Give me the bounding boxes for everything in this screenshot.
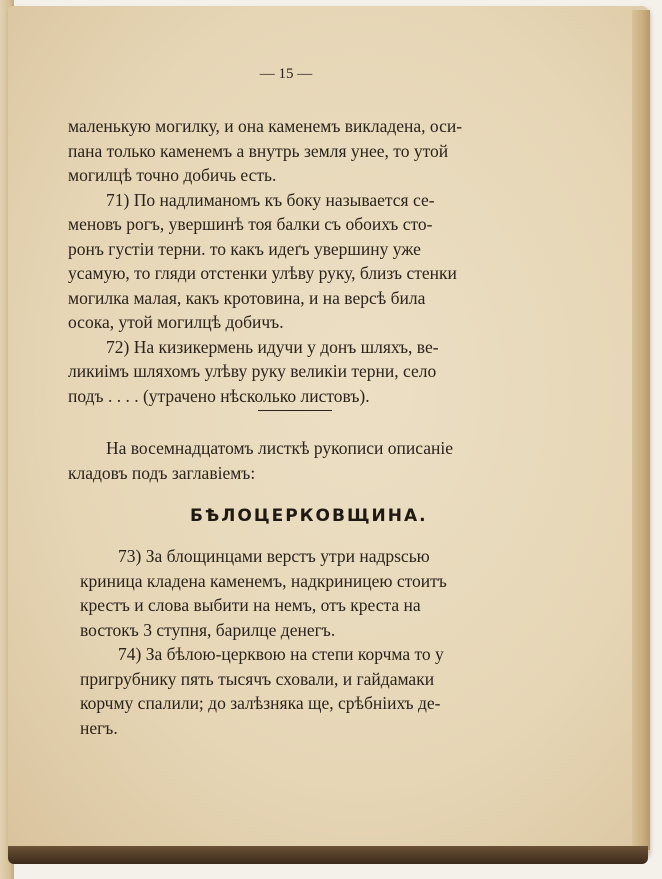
text-line: ликиімъ шляхомъ улѣву руку великіи терни, село [68,361,437,381]
text-line: пригрубнику пять тысячъ сховали, и гайдамаки [80,668,435,689]
text-line: маленькую могилку, и она каменемъ викладена, оси- [68,116,463,136]
paragraph-74-start: 74) За бѣлою-церквою на степи корчма то у [118,644,444,664]
page-number: — 15 — [259,66,313,82]
text-line: могилцѣ точно добичь есть. [68,165,277,185]
text-line: корчму спалили; до залѣзняка ще, срѣбніихъ де- [80,693,441,713]
page-bottom-shadow [8,846,648,864]
section-heading: БѢЛОЦЕРКОВЩИНА. [190,506,428,526]
text-line: осока, утой могилцѣ добичъ. [68,312,284,332]
paragraph-73-start: 73) За блощинцами верстъ утри надрѕсью [118,546,430,566]
intro-line: На восемнадцатомъ листкѣ рукописи описаніе [106,438,453,458]
text-line: подъ . . . . (утрачено нѣсколько листовъ). [68,385,370,406]
intro-line: кладовъ подъ заглавіемъ: [68,462,256,483]
text-line: могилка малая, какъ кротовина, и на версѣ била [68,287,426,308]
section-divider [258,410,332,411]
text-line: меновъ рогъ, увершинѣ тоя балки съ обоихъ сто- [68,214,433,234]
page-edge [632,10,650,850]
text-line: крестъ и слова выбити на немъ, отъ креста на [80,595,421,615]
paragraph-71-start: 71) По надлиманомъ къ боку называется се- [106,189,435,210]
text-line: негъ. [80,717,118,738]
text-line: усамую, то гляди отстенки улѣву руку, близъ стенки [68,263,457,283]
text-line: востокъ 3 ступня, барилце денегъ. [80,619,336,640]
text-line: пана только каменемъ а внутрь земля унее, то утой [68,140,449,161]
text-line: ронъ густіи терни. то какъ идеґъ увершину уже [68,238,421,259]
paragraph-72-start: 72) На кизикермень идучи у донъ шляхъ, ве- [106,336,439,357]
text-block-1 [68,114,462,408]
text-block-2 [80,544,447,740]
text-line: криница кладена каменемъ, надкриницею стоитъ [80,570,447,591]
intro-block [68,436,453,485]
